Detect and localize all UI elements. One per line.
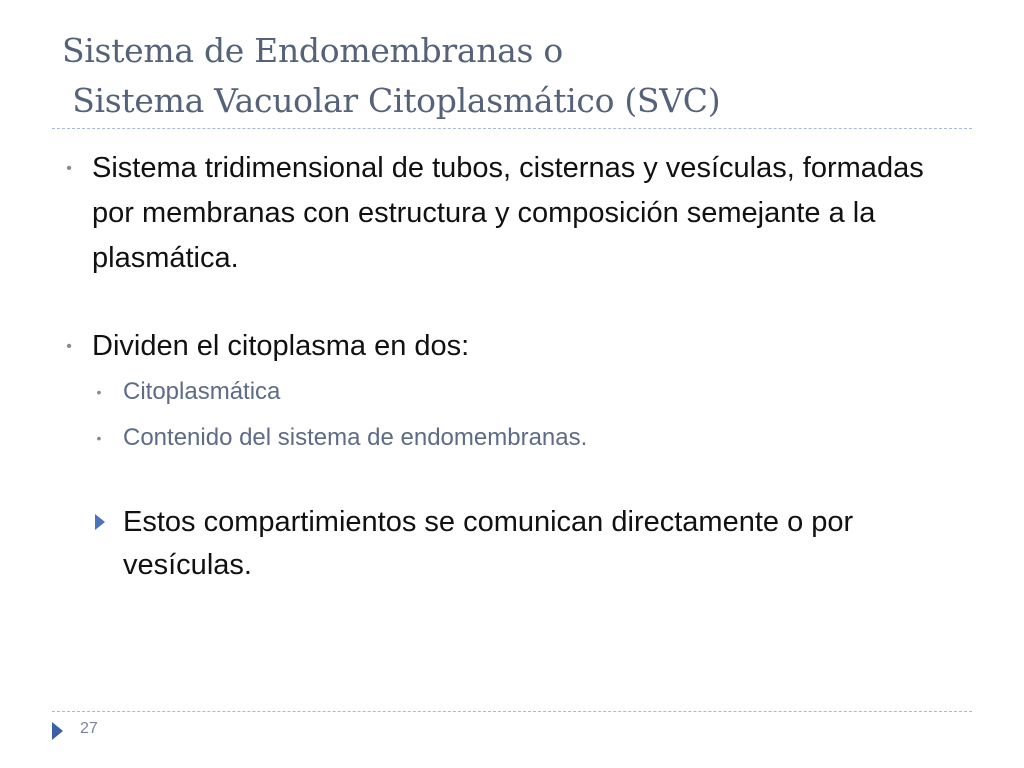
arrow-bullet-icon <box>95 514 105 530</box>
footer-divider <box>52 711 972 712</box>
sub-bullet-dot-icon: • <box>96 430 102 446</box>
bullet-text-2: Dividen el citoplasma en dos: <box>92 330 470 362</box>
title-divider <box>52 128 972 129</box>
title-line-2: Sistema Vacuolar Citoplasmático (SVC) <box>62 81 721 120</box>
sub-bullet-text-2: Contenido del sistema de endomembranas. <box>123 424 588 451</box>
slide-title <box>62 26 982 126</box>
bullet-item-1 <box>62 146 932 281</box>
bullet-text-1: Sistema tridimensional de tubos, cisternas y vesículas, formadas por membranas con estructura y composición semejante a la plasmática. <box>92 152 924 274</box>
slide-body <box>62 146 962 587</box>
sub-bullet-item-1 <box>62 369 962 415</box>
footer-arrow-icon <box>52 722 63 740</box>
sub-bullet-dot-icon: • <box>96 384 102 400</box>
bullet-dot-icon: • <box>66 160 72 177</box>
bullet-dot-icon: • <box>66 338 72 355</box>
bullet-item-2 <box>62 324 962 369</box>
title-line-1: Sistema de Endomembranas o <box>62 31 563 70</box>
sub-bullet-item-2 <box>62 415 962 461</box>
sub-bullet-text-1: Citoplasmática <box>123 378 281 405</box>
arrow-bullet-text: Estos compartimientos se comunican directamente o por vesículas. <box>123 506 854 581</box>
page-number: 27 <box>80 720 98 737</box>
arrow-bullet-item <box>62 501 943 587</box>
